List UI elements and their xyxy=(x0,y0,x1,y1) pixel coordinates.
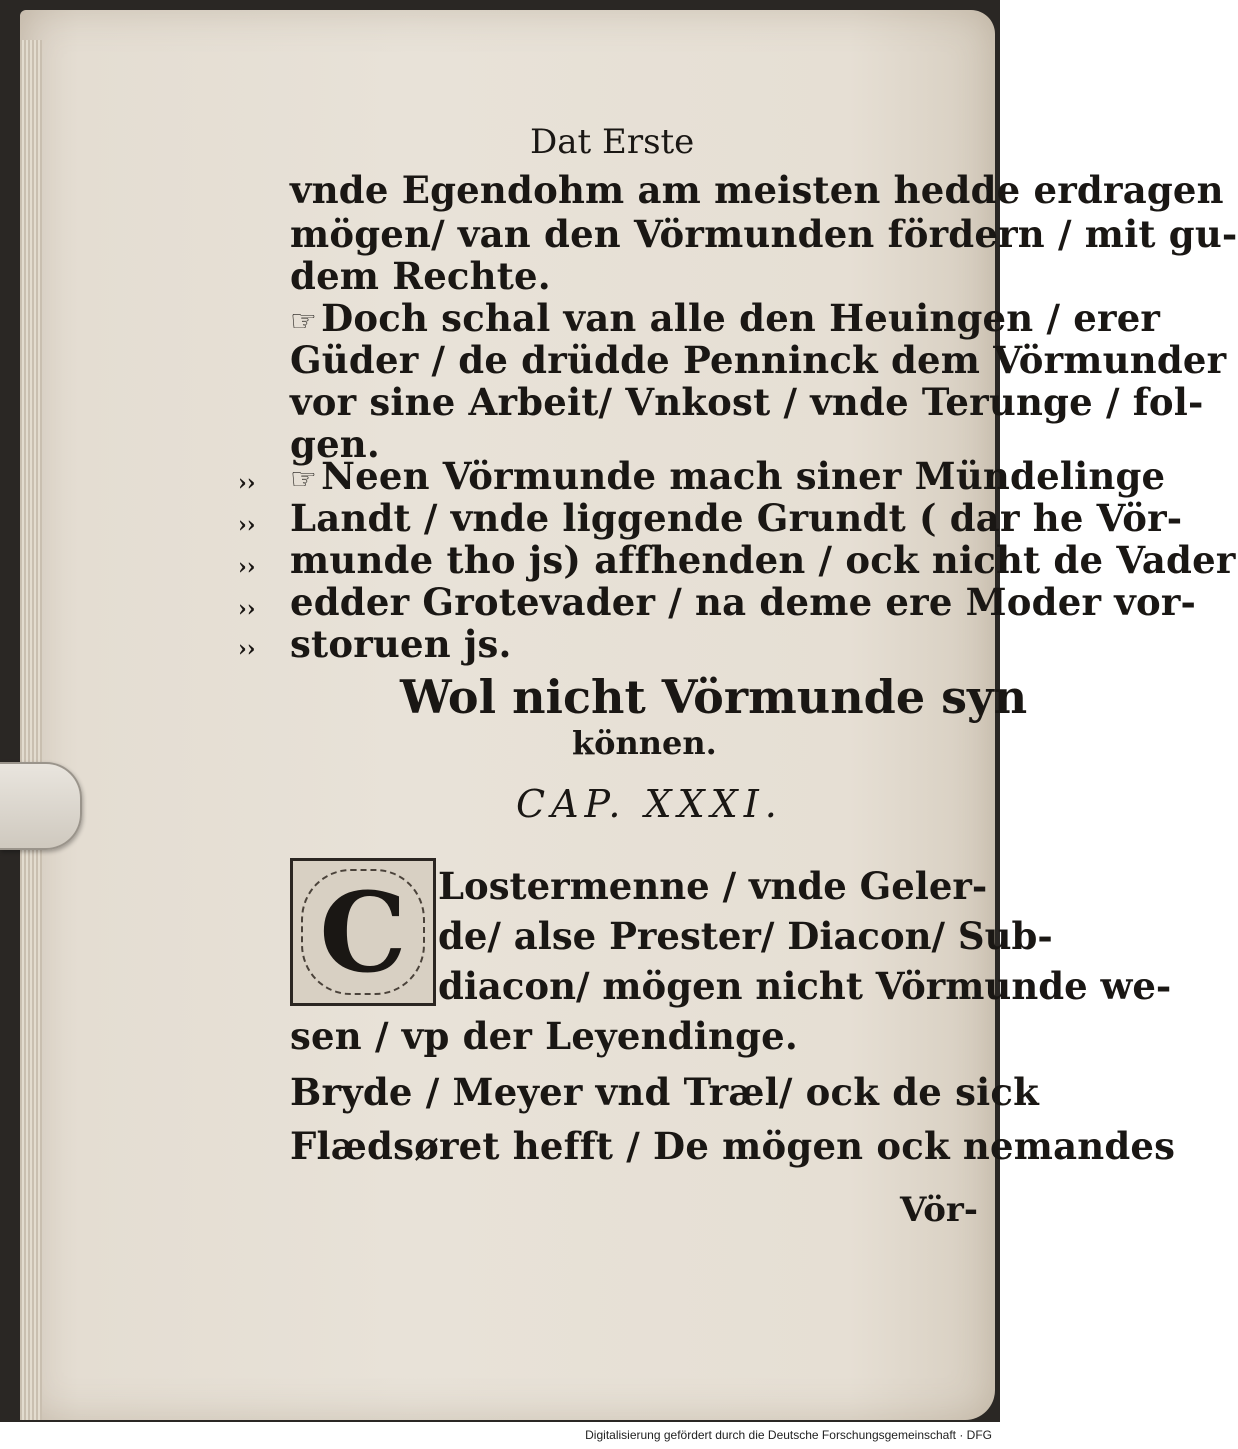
section-heading-continued: können. xyxy=(572,724,717,762)
manicule-icon: ☞ xyxy=(290,304,318,339)
text-line: Güder / de drüdde Penninck dem Vörmunder xyxy=(290,338,1227,382)
text-line-with-manicule xyxy=(290,454,1166,498)
text-line: vor sine Arbeit/ Vnkost / vnde Terunge / fol- xyxy=(290,380,1204,424)
margin-marker: ›› xyxy=(238,470,256,496)
body-line: Flædsøret hefft / De mögen ock nemandes xyxy=(290,1124,1176,1168)
body-line: de/ alse Prester/ Diacon/ Sub- xyxy=(438,914,1053,958)
digitization-credit: Digitalisierung gefördert durch die Deutsche Forschungsgemeinschaft · DFG xyxy=(585,1428,992,1442)
body-line: sen / vp der Leyendinge. xyxy=(290,1014,799,1058)
chapter-number: CAP. XXXI. xyxy=(516,782,783,826)
text-line: mögen/ van den Vörmunden fördern / mit gu- xyxy=(290,212,1238,256)
text-line: dem Rechte. xyxy=(290,254,551,298)
text-line: Landt / vnde liggende Grundt ( dar he Vör- xyxy=(290,496,1183,540)
catchword: Vör- xyxy=(900,1190,978,1230)
section-heading: Wol nicht Vörmunde syn xyxy=(400,670,1028,724)
decorated-initial: C xyxy=(290,858,436,1006)
text-line: vnde Egendohm am meisten hedde erdragen xyxy=(290,168,1224,212)
text-line: Doch schal van alle den Heuingen / erer xyxy=(321,296,1161,340)
text-line: edder Grotevader / na deme ere Moder vor- xyxy=(290,580,1197,624)
text-line-with-manicule xyxy=(290,296,1161,340)
margin-marker: ›› xyxy=(238,596,256,622)
margin-marker: ›› xyxy=(238,554,256,580)
page-edges xyxy=(20,40,42,1420)
margin-marker: ›› xyxy=(238,512,256,538)
body-line: Bryde / Meyer vnd Træl/ ock de sick xyxy=(290,1070,1039,1114)
running-head: Dat Erste xyxy=(530,122,695,162)
manicule-icon: ☞ xyxy=(290,462,318,497)
margin-marker: ›› xyxy=(238,636,256,662)
text-line: gen. xyxy=(290,422,380,466)
text-line: storuen js. xyxy=(290,622,512,666)
text-line: munde tho js) affhenden / ock nicht de Vader xyxy=(290,538,1236,582)
bookmark-clip xyxy=(0,762,82,850)
body-line: diacon/ mögen nicht Vörmunde we- xyxy=(438,964,1172,1008)
body-line: Lostermenne / vnde Geler- xyxy=(438,864,988,908)
text-line: Neen Vörmunde mach siner Mündelinge xyxy=(321,454,1166,498)
